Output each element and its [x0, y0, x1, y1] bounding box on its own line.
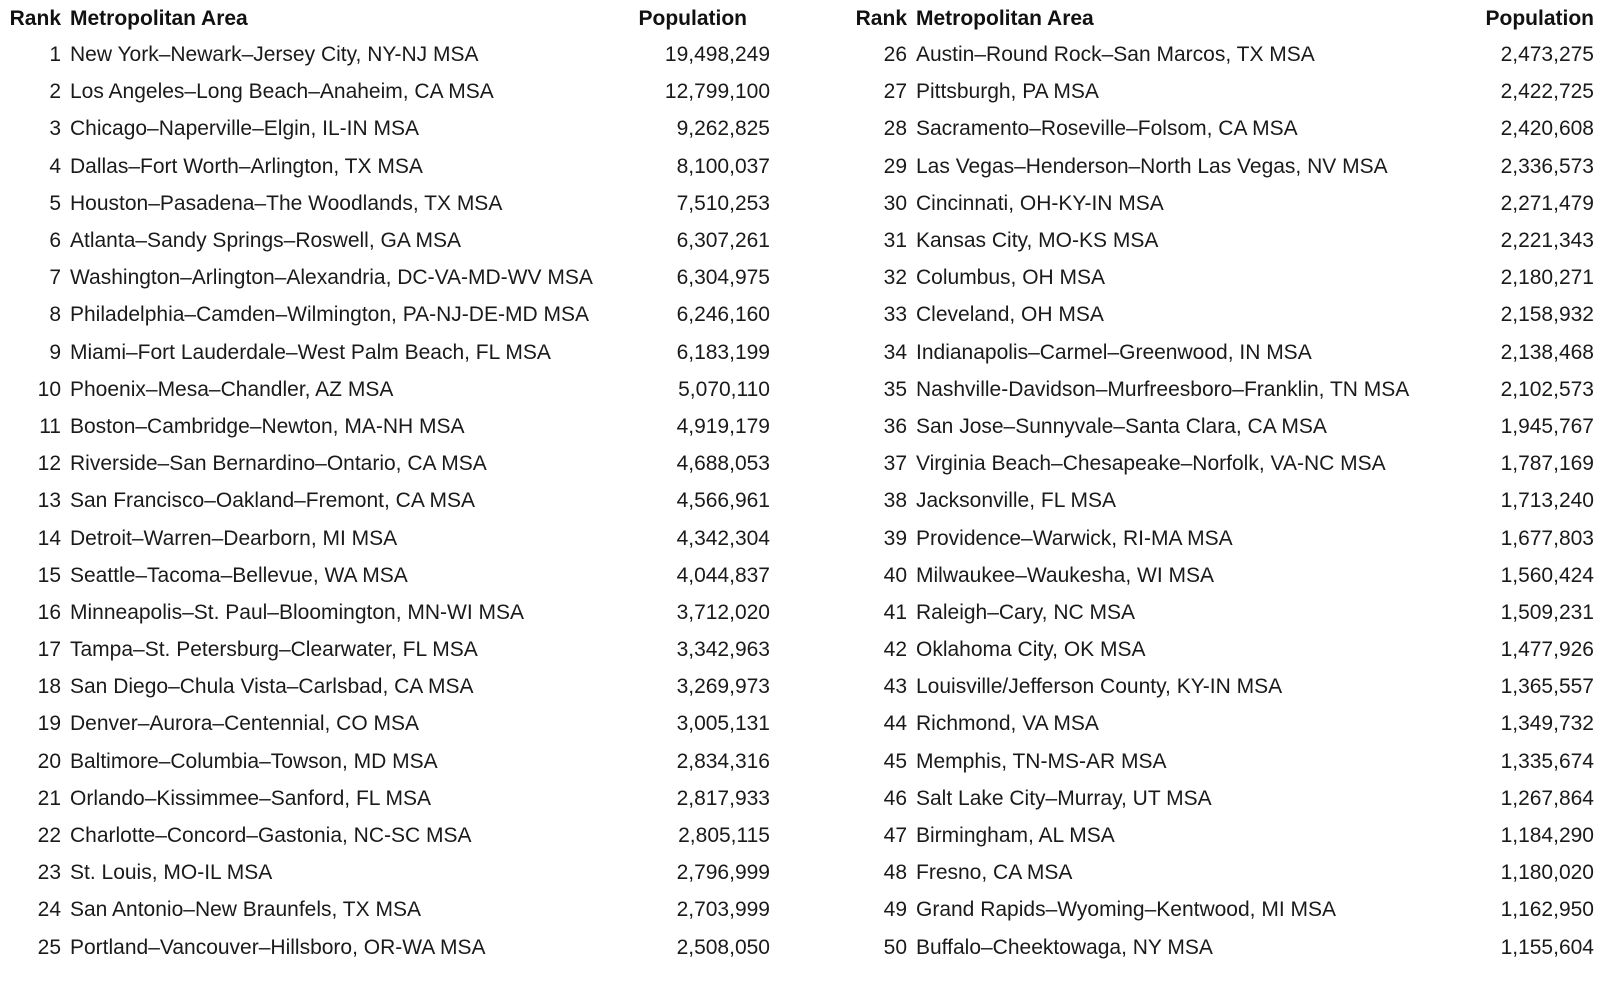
metropolitan-area-cell: Columbus, OH MSA — [916, 266, 1106, 290]
header-rank: Rank — [9, 6, 61, 30]
table-row — [0, 743, 770, 780]
metropolitan-area-cell: San Jose–Sunnyvale–Santa Clara, CA MSA — [916, 414, 1327, 438]
rank-cell: 1 — [49, 43, 61, 67]
population-cell: 3,005,131 — [676, 712, 770, 736]
population-cell: 1,335,674 — [1500, 749, 1594, 773]
population-cell: 2,834,316 — [676, 749, 770, 773]
metropolitan-area-cell: Philadelphia–Camden–Wilmington, PA-NJ-DE-MD MSA — [70, 303, 589, 327]
rank-cell: 6 — [49, 229, 61, 253]
table-row — [0, 705, 770, 742]
population-cell: 1,787,169 — [1500, 452, 1594, 476]
rank-cell: 46 — [883, 786, 907, 810]
table-row — [846, 817, 1594, 854]
table-row — [0, 222, 770, 259]
table-row — [846, 222, 1594, 259]
table-row — [0, 36, 770, 73]
metropolitan-area-cell: Atlanta–Sandy Springs–Roswell, GA MSA — [70, 229, 462, 253]
table-row — [0, 817, 770, 854]
rank-cell: 7 — [49, 266, 61, 290]
metropolitan-area-cell: Dallas–Fort Worth–Arlington, TX MSA — [70, 154, 423, 178]
rank-cell: 17 — [37, 638, 61, 662]
population-cell: 1,162,950 — [1500, 898, 1594, 922]
rank-cell: 29 — [883, 154, 907, 178]
table-row — [846, 445, 1594, 482]
header-population: Population — [638, 6, 747, 30]
table-row — [846, 594, 1594, 631]
metropolitan-area-cell: Louisville/Jefferson County, KY-IN MSA — [916, 675, 1283, 699]
rank-cell: 38 — [883, 489, 907, 513]
rank-cell: 11 — [39, 414, 61, 438]
metropolitan-area-cell: San Diego–Chula Vista–Carlsbad, CA MSA — [70, 675, 474, 699]
population-cell: 6,246,160 — [676, 303, 770, 327]
table-row — [846, 296, 1594, 333]
rank-cell: 18 — [37, 675, 61, 699]
table-row — [846, 408, 1594, 445]
metropolitan-area-cell: Virginia Beach–Chesapeake–Norfolk, VA-NC MSA — [916, 452, 1386, 476]
population-cell: 2,138,468 — [1500, 340, 1594, 364]
table-row — [0, 482, 770, 519]
rank-cell: 30 — [883, 191, 907, 215]
metropolitan-area-cell: Charlotte–Concord–Gastonia, NC-SC MSA — [70, 824, 472, 848]
population-cell: 3,712,020 — [676, 600, 770, 624]
table-row — [846, 891, 1594, 928]
rank-cell: 34 — [883, 340, 907, 364]
metropolitan-area-cell: Detroit–Warren–Dearborn, MI MSA — [70, 526, 398, 550]
table-row — [846, 705, 1594, 742]
population-cell: 1,677,803 — [1500, 526, 1594, 550]
table-row — [0, 334, 770, 371]
population-cell: 4,566,961 — [676, 489, 770, 513]
metropolitan-area-cell: Salt Lake City–Murray, UT MSA — [916, 786, 1212, 810]
header-metropolitan-area: Metropolitan Area — [70, 6, 248, 30]
rank-cell: 25 — [37, 935, 61, 959]
table-row — [846, 371, 1594, 408]
table-row — [0, 73, 770, 110]
rank-cell: 2 — [49, 80, 61, 104]
rank-cell: 21 — [37, 786, 61, 810]
table-row — [0, 594, 770, 631]
header-metropolitan-area: Metropolitan Area — [916, 6, 1094, 30]
population-cell: 19,498,249 — [664, 43, 770, 67]
population-cell: 2,796,999 — [676, 861, 770, 885]
rank-cell: 33 — [883, 303, 907, 327]
table-row — [0, 296, 770, 333]
table-row — [846, 780, 1594, 817]
population-cell: 2,420,608 — [1500, 117, 1594, 141]
population-cell: 1,560,424 — [1500, 563, 1594, 587]
rank-cell: 41 — [883, 600, 907, 624]
rank-cell: 44 — [883, 712, 907, 736]
population-cell: 1,945,767 — [1500, 414, 1594, 438]
population-cell: 2,817,933 — [676, 786, 770, 810]
metropolitan-area-cell: Austin–Round Rock–San Marcos, TX MSA — [916, 43, 1315, 67]
metropolitan-area-cell: Sacramento–Roseville–Folsom, CA MSA — [916, 117, 1298, 141]
rank-cell: 39 — [883, 526, 907, 550]
header-row — [846, 0, 1594, 36]
population-cell: 4,342,304 — [676, 526, 770, 550]
metropolitan-area-cell: Cincinnati, OH-KY-IN MSA — [916, 191, 1164, 215]
population-cell: 2,336,573 — [1500, 154, 1594, 178]
table-row — [0, 185, 770, 222]
rank-cell: 19 — [37, 712, 61, 736]
table-row — [846, 631, 1594, 668]
metropolitan-area-cell: Phoenix–Mesa–Chandler, AZ MSA — [70, 377, 394, 401]
population-cell: 1,184,290 — [1500, 824, 1594, 848]
metropolitan-area-cell: Raleigh–Cary, NC MSA — [916, 600, 1136, 624]
metropolitan-area-cell: Buffalo–Cheektowaga, NY MSA — [916, 935, 1213, 959]
rank-cell: 14 — [37, 526, 61, 550]
rank-cell: 16 — [37, 600, 61, 624]
rank-cell: 22 — [37, 824, 61, 848]
metropolitan-area-cell: Chicago–Naperville–Elgin, IL-IN MSA — [70, 117, 419, 141]
metropolitan-area-cell: San Antonio–New Braunfels, TX MSA — [70, 898, 421, 922]
table-row — [846, 110, 1594, 147]
rank-cell: 28 — [883, 117, 907, 141]
rank-cell: 24 — [37, 898, 61, 922]
table-row — [846, 185, 1594, 222]
table-row — [0, 445, 770, 482]
population-cell: 2,508,050 — [676, 935, 770, 959]
population-cell: 8,100,037 — [676, 154, 770, 178]
table-row — [0, 780, 770, 817]
table-row — [846, 482, 1594, 519]
metropolitan-area-cell: Fresno, CA MSA — [916, 861, 1073, 885]
population-cell: 6,307,261 — [676, 229, 770, 253]
population-cell: 2,221,343 — [1500, 229, 1594, 253]
metropolitan-area-cell: Jacksonville, FL MSA — [916, 489, 1116, 513]
population-cell: 2,271,479 — [1500, 191, 1594, 215]
metropolitan-area-cell: Memphis, TN-MS-AR MSA — [916, 749, 1167, 773]
table-row — [846, 668, 1594, 705]
metropolitan-area-cell: Providence–Warwick, RI-MA MSA — [916, 526, 1233, 550]
population-cell: 3,269,973 — [676, 675, 770, 699]
table-row — [846, 743, 1594, 780]
population-cell: 1,477,926 — [1500, 638, 1594, 662]
rank-cell: 50 — [883, 935, 907, 959]
population-cell: 2,158,932 — [1500, 303, 1594, 327]
header-rank: Rank — [855, 6, 907, 30]
population-cell: 4,044,837 — [676, 563, 770, 587]
rank-cell: 8 — [49, 303, 61, 327]
rank-cell: 4 — [49, 154, 61, 178]
table-row — [846, 557, 1594, 594]
population-cell: 3,342,963 — [676, 638, 770, 662]
metropolitan-area-cell: Milwaukee–Waukesha, WI MSA — [916, 563, 1214, 587]
metropolitan-area-cell: Houston–Pasadena–The Woodlands, TX MSA — [70, 191, 503, 215]
rank-cell: 9 — [49, 340, 61, 364]
table-row — [0, 371, 770, 408]
metropolitan-area-cell: Miami–Fort Lauderdale–West Palm Beach, FL MSA — [70, 340, 551, 364]
table-row — [0, 148, 770, 185]
rank-cell: 48 — [883, 861, 907, 885]
table-row — [846, 854, 1594, 891]
rank-cell: 43 — [883, 675, 907, 699]
population-cell: 5,070,110 — [678, 377, 770, 401]
rank-cell: 35 — [883, 377, 907, 401]
population-cell: 2,805,115 — [678, 824, 770, 848]
rank-cell: 40 — [883, 563, 907, 587]
metropolitan-area-cell: Pittsburgh, PA MSA — [916, 80, 1099, 104]
rank-cell: 49 — [883, 898, 907, 922]
metropolitan-area-cell: Oklahoma City, OK MSA — [916, 638, 1146, 662]
population-cell: 1,365,557 — [1500, 675, 1594, 699]
rank-cell: 47 — [883, 824, 907, 848]
metropolitan-area-cell: Riverside–San Bernardino–Ontario, CA MSA — [70, 452, 487, 476]
rank-cell: 12 — [37, 452, 61, 476]
table-row — [846, 519, 1594, 556]
metropolitan-area-cell: Indianapolis–Carmel–Greenwood, IN MSA — [916, 340, 1312, 364]
population-cell: 2,102,573 — [1500, 377, 1594, 401]
population-cell: 2,422,725 — [1500, 80, 1594, 104]
metropolitan-area-cell: Denver–Aurora–Centennial, CO MSA — [70, 712, 420, 736]
rank-cell: 31 — [883, 229, 907, 253]
metropolitan-area-cell: Portland–Vancouver–Hillsboro, OR-WA MSA — [70, 935, 486, 959]
rank-cell: 23 — [37, 861, 61, 885]
metropolitan-area-cell: Baltimore–Columbia–Towson, MD MSA — [70, 749, 438, 773]
metropolitan-area-cell: Richmond, VA MSA — [916, 712, 1099, 736]
rank-cell: 36 — [883, 414, 907, 438]
metropolitan-area-cell: St. Louis, MO-IL MSA — [70, 861, 273, 885]
population-cell: 2,180,271 — [1500, 266, 1594, 290]
rank-cell: 10 — [37, 377, 61, 401]
table-row — [846, 334, 1594, 371]
metropolitan-area-cell: Los Angeles–Long Beach–Anaheim, CA MSA — [70, 80, 494, 104]
population-cell: 1,713,240 — [1500, 489, 1594, 513]
rank-cell: 3 — [49, 117, 61, 141]
header-population: Population — [1485, 6, 1594, 30]
table-row — [0, 668, 770, 705]
population-cell: 1,155,604 — [1500, 935, 1594, 959]
metro-table-right — [846, 0, 1594, 966]
rank-cell: 37 — [883, 452, 907, 476]
population-cell: 1,509,231 — [1500, 600, 1594, 624]
metropolitan-area-cell: Birmingham, AL MSA — [916, 824, 1115, 848]
table-row — [846, 148, 1594, 185]
rank-cell: 20 — [37, 749, 61, 773]
table-row — [846, 259, 1594, 296]
header-row — [0, 0, 770, 36]
table-row — [846, 73, 1594, 110]
metropolitan-area-cell: New York–Newark–Jersey City, NY-NJ MSA — [70, 43, 479, 67]
metropolitan-area-cell: San Francisco–Oakland–Fremont, CA MSA — [70, 489, 476, 513]
rank-cell: 45 — [883, 749, 907, 773]
population-cell: 12,799,100 — [664, 80, 770, 104]
metropolitan-area-cell: Las Vegas–Henderson–North Las Vegas, NV MSA — [916, 154, 1388, 178]
rank-cell: 26 — [883, 43, 907, 67]
population-cell: 7,510,253 — [676, 191, 770, 215]
population-cell: 2,703,999 — [676, 898, 770, 922]
table-row — [0, 259, 770, 296]
table-row — [0, 408, 770, 445]
population-cell: 6,183,199 — [676, 340, 770, 364]
rank-cell: 42 — [883, 638, 907, 662]
table-row — [0, 929, 770, 966]
table-row — [0, 110, 770, 147]
metropolitan-area-cell: Tampa–St. Petersburg–Clearwater, FL MSA — [70, 638, 478, 662]
population-cell: 4,919,179 — [676, 414, 770, 438]
metropolitan-area-cell: Orlando–Kissimmee–Sanford, FL MSA — [70, 786, 432, 810]
table-row — [0, 519, 770, 556]
population-cell: 6,304,975 — [676, 266, 770, 290]
metropolitan-area-cell: Nashville-Davidson–Murfreesboro–Franklin, TN MSA — [916, 377, 1410, 401]
metropolitan-area-cell: Minneapolis–St. Paul–Bloomington, MN-WI MSA — [70, 600, 525, 624]
rank-cell: 5 — [49, 191, 61, 215]
rank-cell: 13 — [37, 489, 61, 513]
population-cell: 4,688,053 — [676, 452, 770, 476]
table-row — [0, 631, 770, 668]
metropolitan-area-cell: Grand Rapids–Wyoming–Kentwood, MI MSA — [916, 898, 1336, 922]
metropolitan-area-cell: Washington–Arlington–Alexandria, DC-VA-MD-WV MSA — [70, 266, 593, 290]
table-row — [846, 36, 1594, 73]
table-row — [0, 854, 770, 891]
population-cell: 9,262,825 — [676, 117, 770, 141]
population-cell: 1,180,020 — [1500, 861, 1594, 885]
metro-table-left — [0, 0, 770, 966]
metropolitan-area-cell: Cleveland, OH MSA — [916, 303, 1104, 327]
table-row — [846, 929, 1594, 966]
rank-cell: 15 — [37, 563, 61, 587]
rank-cell: 32 — [883, 266, 907, 290]
population-cell: 2,473,275 — [1500, 43, 1594, 67]
population-cell: 1,349,732 — [1500, 712, 1594, 736]
table-row — [0, 557, 770, 594]
metropolitan-area-cell: Kansas City, MO-KS MSA — [916, 229, 1159, 253]
metropolitan-area-cell: Boston–Cambridge–Newton, MA-NH MSA — [70, 414, 465, 438]
population-cell: 1,267,864 — [1500, 786, 1594, 810]
metropolitan-area-cell: Seattle–Tacoma–Bellevue, WA MSA — [70, 563, 408, 587]
rank-cell: 27 — [883, 80, 907, 104]
table-row — [0, 891, 770, 928]
